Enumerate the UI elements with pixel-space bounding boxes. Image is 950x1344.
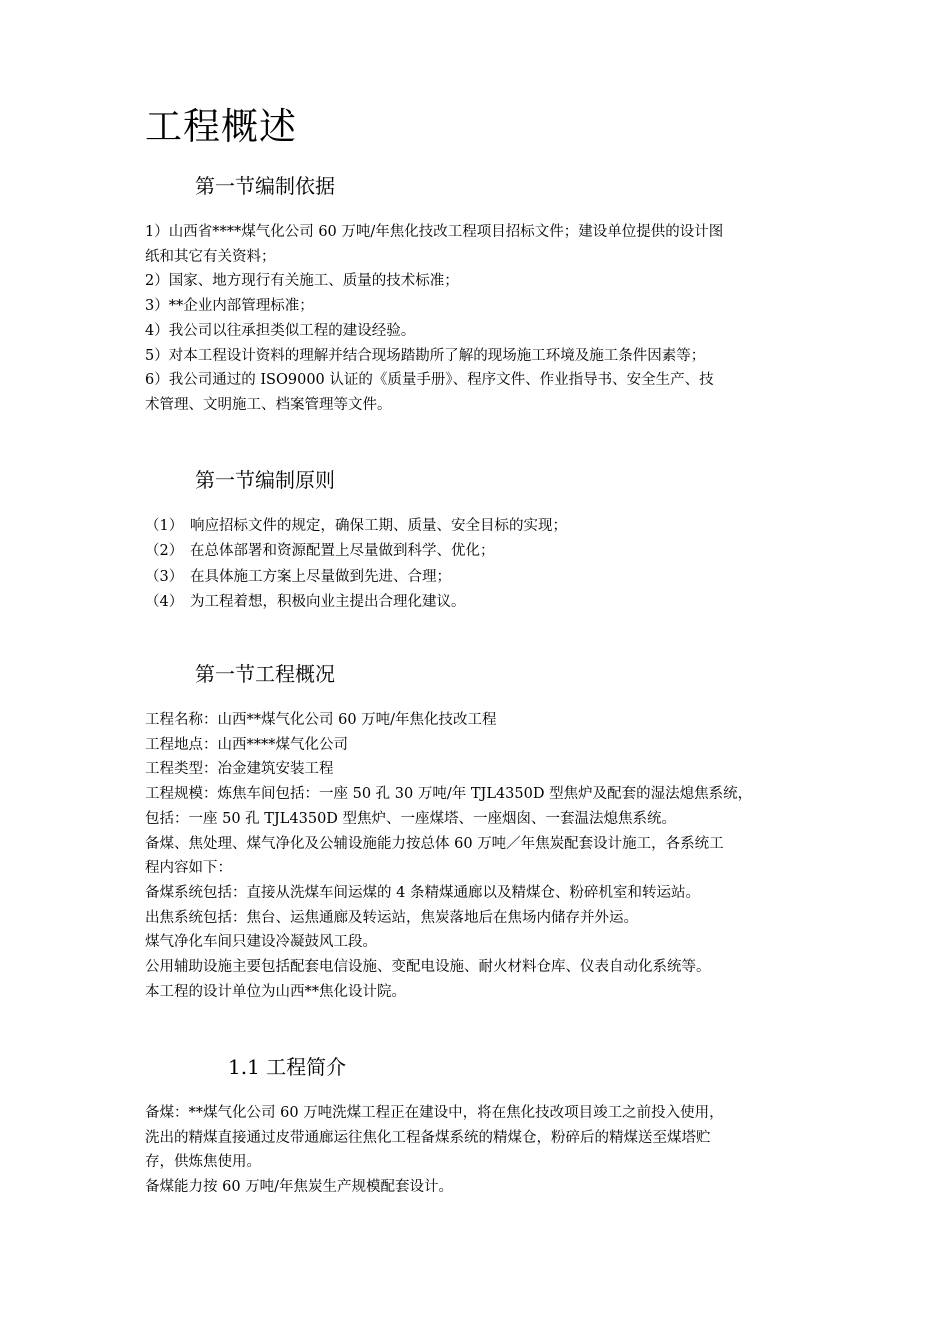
list-item [145,565,825,590]
text-line: 程内容如下： [145,860,232,877]
text-line: 备煤能力按 60 万吨/年焦炭生产规模配套设计。 [145,1179,454,1196]
section-heading-principles: 第一节编制原则 [195,468,335,492]
list-item [145,539,825,564]
text-line: 5）对本工程设计资料的理解并结合现场踏勘所了解的现场施工环境及施工条件因素等； [145,347,706,364]
list-item-number: （2） [145,543,184,560]
text-line: 洗出的精煤直接通过皮带通廊运往焦化工程备煤系统的精煤仓，粉碎后的精煤送至煤塔贮 [145,1129,711,1146]
list-item-number: （3） [145,568,184,585]
section-basis-body [145,220,825,418]
text-line: 工程规模：炼焦车间包括：一座 50 孔 30 万吨/年 TJL4350D 型焦炉及配套的湿法熄焦系统， [145,786,753,803]
section-heading-overview: 第一节工程概况 [195,662,335,686]
text-line: 2）国家、地方现行有关施工、质量的技术标准； [145,273,459,290]
subsection-heading-intro: 1.1 工程简介 [228,1055,347,1079]
text-line: 备煤系统包括：直接从洗煤车间运煤的 4 条精煤通廊以及精煤仓、粉碎机室和转运站。 [145,884,700,901]
list-item-text: 为工程着想，积极向业主提出合理化建议。 [190,593,466,610]
text-line: 存，供炼焦使用。 [145,1154,261,1171]
text-line: 4）我公司以往承担类似工程的建设经验。 [145,322,416,339]
text-line: 工程类型：冶金建筑安装工程 [145,761,334,778]
list-item-number: （1） [145,518,184,534]
principles-list [145,514,825,615]
subsection-intro-body [145,1101,825,1200]
text-line: 工程地点：山西****煤气化公司 [145,736,348,753]
document-title: 工程概述 [145,105,297,148]
text-line: 煤气净化车间只建设冷凝鼓风工段。 [145,934,377,951]
text-line: 术管理、文明施工、档案管理等文件。 [145,396,392,413]
text-line: 包括：一座 50 孔 TJL4350D 型焦炉、一座煤塔、一座烟囱、一套温法熄焦系统。 [145,810,677,827]
list-item-text: 在总体部署和资源配置上尽量做到科学、优化； [190,543,495,560]
section-heading-basis: 第一节编制依据 [195,174,335,198]
list-item-text: 在具体施工方案上尽量做到先进、合理； [190,568,451,585]
text-line: 6）我公司通过的 ISO9000 认证的《质量手册》、程序文件、作业指导书、安全生产、技 [145,372,714,389]
list-item-number: （4） [145,593,184,610]
text-line: 出焦系统包括：焦台、运焦通廊及转运站，焦炭落地后在焦场内储存并外运。 [145,909,638,926]
text-line: 公用辅助设施主要包括配套电信设施、变配电设施、耐火材料仓库、仪表自动化系统等。 [145,959,711,976]
list-item [145,590,825,615]
text-line: 备煤、焦处理、煤气净化及公辅设施能力按总体 60 万吨／年焦炭配套设计施工，各系统工 [145,835,724,852]
text-line: 3）**企业内部管理标准； [145,298,314,315]
text-line: 备煤：**煤气化公司 60 万吨洗煤工程正在建设中，将在焦化技改项目竣工之前投入使用， [145,1105,724,1121]
list-item [145,514,825,539]
text-line: 本工程的设计单位为山西**焦化设计院。 [145,983,406,1000]
list-item-text: 响应招标文件的规定，确保工期、质量、安全目标的实现； [190,518,567,534]
text-line: 1）山西省****煤气化公司 60 万吨/年焦化技改工程项目招标文件；建设单位提供的设计图 [145,224,724,240]
section-overview-body [145,708,825,1004]
text-line: 纸和其它有关资料； [145,248,276,265]
text-line: 工程名称：山西**煤气化公司 60 万吨/年焦化技改工程 [145,712,497,728]
